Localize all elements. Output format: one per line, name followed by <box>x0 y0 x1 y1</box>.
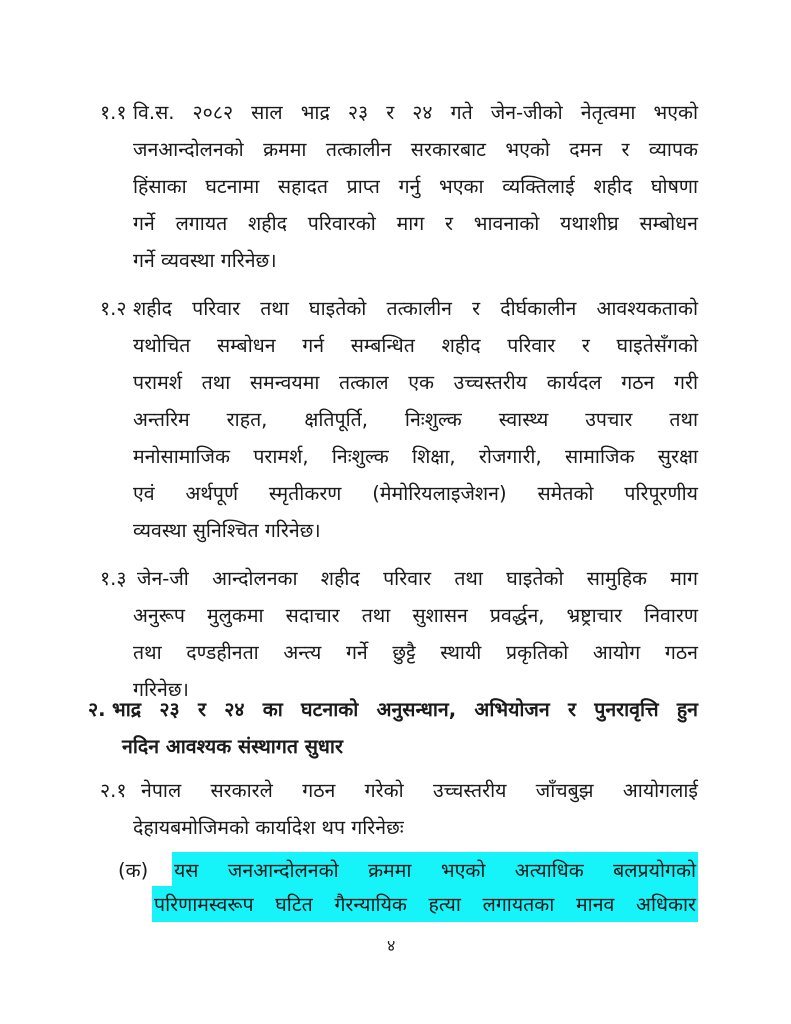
paragraph-line: व्यवस्था सुनिश्चित गरिनेछ। <box>133 519 321 542</box>
heading-line: नदिन आवश्यक संस्थागत सुधार <box>122 735 343 758</box>
clause-label: (क) <box>118 859 149 882</box>
paragraph-line: देहायबमोजिमको कार्यादेश थप गरिनेछः <box>133 816 404 839</box>
paragraph-line: हिंसाका घटनामा सहादत प्राप्त गर्नु भएका व्यक्तिलाई शहीद घोषणा <box>133 175 698 198</box>
section-number: १.३ <box>100 567 127 590</box>
paragraph-line: अनुरूप मुलुकमा सदाचार तथा सुशासन प्रवर्द्धन, भ्रष्ट्राचार निवारण <box>133 604 698 627</box>
paragraph-line: यथोचित सम्बोधन गर्न सम्बन्धित शहीद परिवार र घाइतेसँगको <box>133 334 698 357</box>
paragraph-line: मनोसामाजिक परामर्श, निःशुल्क शिक्षा, रोजगारी, सामाजिक सुरक्षा <box>133 445 698 468</box>
paragraph-line: गरिनेछ। <box>133 678 189 701</box>
highlighted-line: यस जनआन्दोलनको क्रममा भएको अत्याधिक बलप्रयोगको <box>174 859 696 882</box>
paragraph-line: अन्तरिम राहत, क्षतिपूर्ति, निःशुल्क स्वास्थ्य उपचार तथा <box>133 408 698 431</box>
paragraph-line: जनआन्दोलनको क्रममा तत्कालीन सरकारबाट भएको दमन र व्यापक <box>133 138 698 161</box>
paragraph-line: गर्ने व्यवस्था गरिनेछ। <box>133 249 277 272</box>
paragraph-line: एवं अर्थपूर्ण स्मृतीकरण (मेमोरियलाइजेशन) समेतको परिपूरणीय <box>133 482 698 505</box>
paragraph-line: जेन-जी आन्दोलनका शहीद परिवार तथा घाइतेको सामुहिक माग <box>137 567 698 590</box>
paragraph-line: नेपाल सरकारले गठन गरेको उच्चस्तरीय जाँचबुझ आयोगलाई <box>141 779 698 802</box>
paragraph-line: परामर्श तथा समन्वयमा तत्काल एक उच्चस्तरीय कार्यदल गठन गरी <box>133 371 698 394</box>
section-number: १.२ <box>100 297 127 320</box>
section-number: १.१ <box>100 101 127 124</box>
paragraph-line: वि.स. २०८२ साल भाद्र २३ र २४ गते जेन-जीको नेतृत्वमा भएको <box>133 101 698 124</box>
paragraph-line: तथा दण्डहीनता अन्त्य गर्ने छुट्टै स्थायी प्रकृतिको आयोग गठन <box>133 641 698 664</box>
paragraph-line: गर्ने लगायत शहीद परिवारको माग र भावनाको यथाशीघ्र सम्बोधन <box>133 212 698 235</box>
page-number: ४ <box>387 936 396 955</box>
heading-line: भाद्र २३ र २४ का घटनाको अनुसन्धान, अभियोजन र पुनरावृत्ति हुन <box>112 698 698 721</box>
paragraph-line: शहीद परिवार तथा घाइतेको तत्कालीन र दीर्घकालीन आवश्यकताको <box>133 297 698 320</box>
section-number: २.१ <box>100 779 127 802</box>
highlighted-line: परिणामस्वरूप घटित गैरन्यायिक हत्या लगायतका मानव अधिकार <box>154 893 696 916</box>
heading-number: २. <box>88 698 106 721</box>
